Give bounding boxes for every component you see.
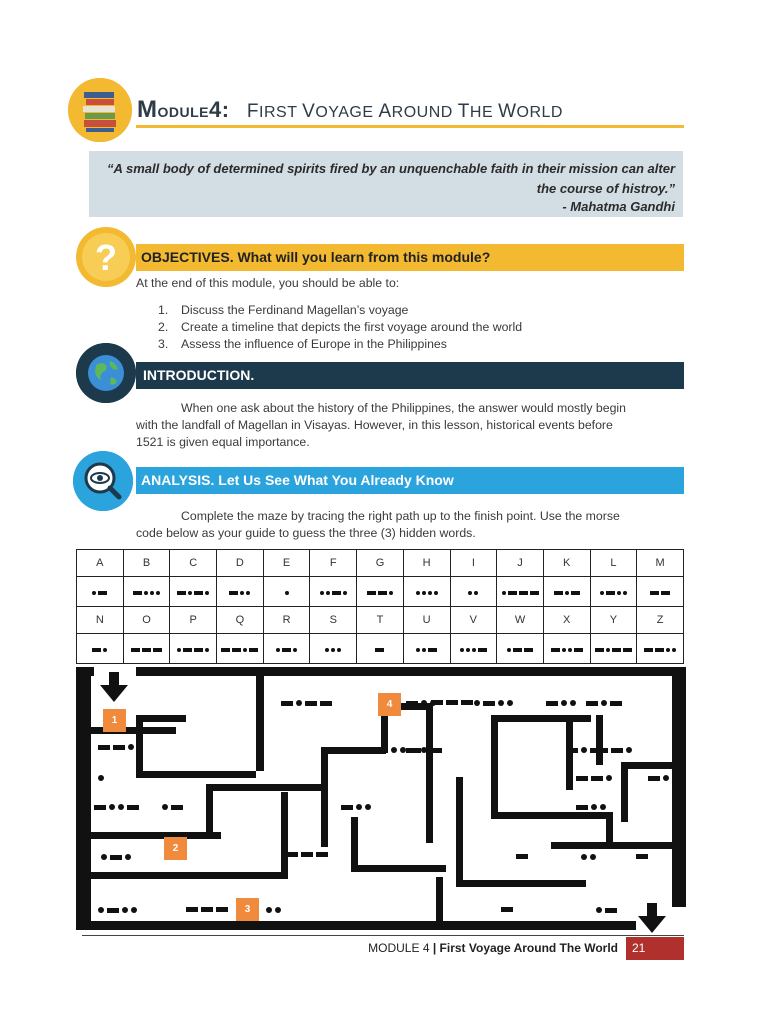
morse-letter: D [217, 550, 264, 577]
morse-code [502, 591, 539, 595]
introduction-heading: INTRODUCTION. [136, 362, 684, 389]
morse-code-cell [310, 634, 357, 664]
morse-code-cell [263, 577, 310, 607]
morse-code-cell [497, 577, 544, 607]
morse-code-cell [170, 577, 217, 607]
table-row [77, 607, 684, 634]
morse-code [507, 648, 533, 652]
morse-code [133, 591, 160, 595]
module-title: MODULE4: FIRST VOYAGE AROUND THE WORLD [137, 96, 563, 123]
morse-letter: G [357, 550, 404, 577]
svg-text:?: ? [95, 237, 117, 278]
quote-text: “A small body of determined spirits fired by an unquenchable faith in their mission can alter the course of histroy.” [106, 161, 675, 196]
morse-code [644, 648, 676, 652]
list-item: 2. Create a timeline that depicts the first voyage around the world [158, 320, 523, 334]
intro-line-1: When one ask about the history of the Philippines, the answer would mostly begin [181, 401, 626, 415]
morse-code [266, 907, 281, 913]
morse-code [375, 648, 384, 652]
morse-letter: I [450, 550, 497, 577]
morse-code-cell [637, 577, 684, 607]
morse-code [281, 700, 332, 706]
morse-code [177, 648, 209, 652]
morse-code [554, 591, 580, 595]
objectives-heading: OBJECTIVES. What will you learn from this module? [136, 244, 684, 271]
morse-code-table [76, 549, 684, 664]
analysis-line-2: code below as your guide to guess the three (3) hidden words. [136, 526, 476, 540]
morse-code [431, 700, 473, 705]
morse-code-cell [123, 634, 170, 664]
morse-code [406, 747, 442, 753]
morse-code [576, 775, 612, 781]
morse-letter: E [263, 550, 310, 577]
morse-letter: S [310, 607, 357, 634]
morse-code [286, 852, 328, 857]
morse-code [186, 907, 228, 912]
books-icon [68, 78, 132, 142]
morse-code [92, 648, 107, 652]
morse-code-cell [450, 634, 497, 664]
morse-code-cell [403, 634, 450, 664]
table-row [77, 634, 684, 664]
morse-code [596, 907, 617, 913]
morse-letter: J [497, 550, 544, 577]
morse-code [586, 700, 622, 706]
morse-code-cell [357, 577, 404, 607]
maze-marker-1: 1 [103, 709, 126, 732]
list-item: 3. Assess the influence of Europe in the Philippines [158, 337, 447, 351]
footer-divider [82, 935, 684, 936]
morse-code-cell [497, 634, 544, 664]
morse-code [131, 648, 162, 652]
morse-code-cell [543, 634, 590, 664]
morse-letter: V [450, 607, 497, 634]
morse-code-cell [123, 577, 170, 607]
morse-letter: P [170, 607, 217, 634]
maze[interactable] [76, 667, 686, 930]
intro-line-3: 1521 is given equal importance. [136, 435, 310, 449]
morse-letter: X [543, 607, 590, 634]
morse-letter: F [310, 550, 357, 577]
morse-code [325, 648, 341, 652]
table-row [77, 577, 684, 607]
morse-code [101, 854, 131, 860]
question-mark-icon [76, 227, 136, 287]
maze-marker-2: 2 [164, 837, 187, 860]
morse-code [416, 591, 438, 595]
morse-code [221, 648, 258, 652]
morse-code [576, 804, 606, 810]
morse-code [546, 700, 576, 706]
morse-code [285, 591, 289, 595]
morse-code [650, 591, 670, 595]
quote-box [89, 151, 683, 217]
morse-code [581, 854, 596, 860]
morse-letter: C [170, 550, 217, 577]
morse-code [367, 591, 393, 595]
morse-code [98, 907, 137, 913]
morse-code [341, 804, 371, 810]
morse-letter: O [123, 607, 170, 634]
morse-code [551, 648, 583, 652]
morse-code [229, 591, 250, 595]
objectives-intro: At the end of this module, you should be able to: [136, 276, 400, 290]
objectives-list [158, 302, 522, 353]
morse-code-cell [77, 634, 124, 664]
morse-code [162, 804, 183, 810]
morse-code [276, 648, 297, 652]
morse-code-cell [590, 634, 637, 664]
morse-code [177, 591, 209, 595]
morse-letter: A [77, 550, 124, 577]
morse-code [416, 648, 437, 652]
morse-code-cell [170, 634, 217, 664]
morse-code [98, 744, 134, 750]
intro-line-2: with the landfall of Magellan in Visayas. However, in this lesson, historical events before [136, 418, 613, 432]
table-row [77, 550, 684, 577]
morse-code-cell [263, 634, 310, 664]
down-arrow-icon [100, 672, 128, 702]
morse-code [320, 591, 347, 595]
morse-code [468, 591, 478, 595]
morse-letter: M [637, 550, 684, 577]
morse-code-cell [637, 634, 684, 664]
morse-letter: Y [590, 607, 637, 634]
morse-code-cell [403, 577, 450, 607]
analysis-heading: ANALYSIS. Let Us See What You Already Know [136, 467, 684, 494]
morse-letter: L [590, 550, 637, 577]
morse-letter: K [543, 550, 590, 577]
morse-code-cell [77, 577, 124, 607]
morse-code [98, 775, 104, 781]
morse-code [516, 854, 528, 859]
morse-letter: W [497, 607, 544, 634]
morse-code-cell [543, 577, 590, 607]
page-number: 21 [626, 937, 684, 960]
morse-code-cell [217, 634, 264, 664]
morse-code [474, 700, 513, 706]
morse-code [92, 591, 107, 595]
analysis-line-1: Complete the maze by tracing the right path up to the finish point. Use the morse [181, 509, 620, 523]
maze-marker-4: 4 [378, 693, 401, 716]
globe-icon [76, 343, 136, 403]
morse-code [460, 648, 487, 652]
down-arrow-icon [638, 903, 666, 933]
morse-code-cell [217, 577, 264, 607]
title-divider [136, 125, 684, 128]
morse-code [648, 775, 678, 781]
morse-letter: H [403, 550, 450, 577]
morse-letter: U [403, 607, 450, 634]
maze-marker-3: 3 [236, 898, 259, 921]
morse-code [636, 854, 648, 859]
morse-letter: R [263, 607, 310, 634]
morse-code [595, 648, 632, 652]
morse-code-cell [590, 577, 637, 607]
morse-code [566, 747, 602, 753]
morse-code-cell [450, 577, 497, 607]
magnifier-eye-icon [73, 451, 133, 511]
morse-code-cell [357, 634, 404, 664]
morse-letter: T [357, 607, 404, 634]
footer-label: MODULE 4 | First Voyage Around The World [368, 941, 618, 955]
morse-code [94, 804, 139, 810]
morse-letter: B [123, 550, 170, 577]
morse-letter: Q [217, 607, 264, 634]
morse-code-cell [310, 577, 357, 607]
quote-author: - Mahatma Gandhi [562, 199, 675, 214]
morse-code [600, 591, 627, 595]
morse-code [501, 907, 513, 912]
list-item: 1. Discuss the Ferdinand Magellan’s voyage [158, 303, 409, 317]
morse-letter: N [77, 607, 124, 634]
morse-letter: Z [637, 607, 684, 634]
